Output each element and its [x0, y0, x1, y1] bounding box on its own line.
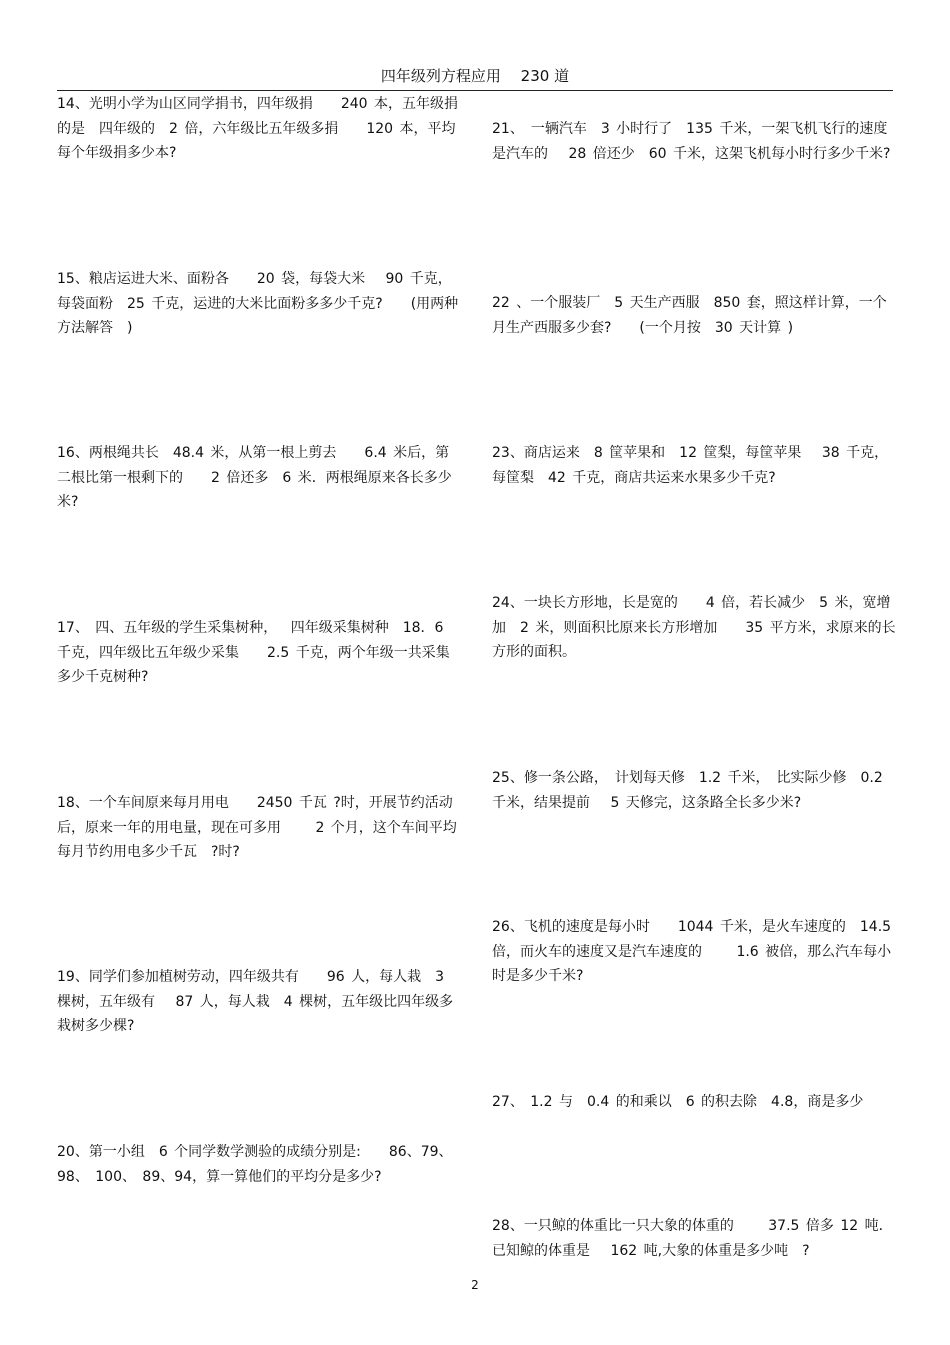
page-header-title: 四年级列方程应用 230 道 [57, 62, 893, 91]
problem-25: 25、修一条公路， 计划每天修 1.2 千米， 比实际少修 0.2 千米，结果提前 5 天修完，这条路全长多少米? [492, 770, 883, 811]
problem-16: 16、两根绳共长 48.4 米，从第一根上剪去 6.4 米后，第二根比第一根剩下的 2 倍还多 6 米．两根绳原来各长多少米? [57, 445, 452, 510]
problem-18: 18、一个车间原来每月用电 2450 千瓦 ?时，开展节约活动后，原来一年的用电量，现在可多用 2 个月，这个车间平均每月节约用电多少千瓦 ?时? [57, 795, 457, 860]
problem-22: 22 、一个服装厂 5 天生产西服 850 套，照这样计算，一个月生产西服多少套? (一个月按 30 天计算 ) [492, 295, 887, 336]
problem-28: 28、一只鲸的体重比一只大象的体重的 37.5 倍多 12 吨．已知鲸的体重是 162 吨,大象的体重是多少吨 ? [492, 1218, 893, 1259]
problem-14: 14、光明小学为山区同学捐书，四年级捐 240 本，五年级捐的是 四年级的 2 倍，六年级比五年级多捐 120 本，平均每个年级捐多少本? [57, 96, 458, 161]
page-number: 2 [471, 1278, 479, 1292]
problem-19: 19、同学们参加植树劳动，四年级共有 96 人，每人栽 3 棵树，五年级有 87 人，每人栽 4 棵树，五年级比四年级多栽树多少棵? [57, 969, 454, 1034]
problem-26: 26、飞机的速度是每小时 1044 千米，是火车速度的 14.5 倍，而火车的速度又是汽车速度的 1.6 被倍，那么汽车每小时是多少千米? [492, 919, 892, 984]
problem-15: 15、粮店运进大米、面粉各 20 袋，每袋大米 90 千克，每袋面粉 25 千克，运进的大米比面粉多多少千克? (用两种方法解答 ) [57, 271, 459, 336]
problem-17: 17、 四、五年级的学生采集树种， 四年级采集树种 18．6 千克，四年级比五年级少采集 2.5 千克，两个年级一共采集多少千克树种? [57, 620, 450, 685]
problem-21: 21、 一辆汽车 3 小时行了 135 千米，一架飞机飞行的速度是汽车的 28 倍还少 60 千米，这架飞机每小时行多少千米? [492, 121, 891, 162]
problem-23: 23、商店运来 8 筐苹果和 12 筐梨，每筐苹果 38 千克，每筐梨 42 千克，商店共运来水果多少千克? [492, 445, 889, 486]
problem-20: 20、第一小组 6 个同学数学测验的成绩分别是: 86、79、98、 100、 89、94，算一算他们的平均分是多少? [57, 1144, 453, 1185]
problem-27: 27、 1.2 与 0.4 的和乘以 6 的积去除 4.8，商是多少 [492, 1094, 864, 1110]
problem-24: 24、一块长方形地，长是宽的 4 倍，若长减少 5 米，宽增加 2 米，则面积比原来长方形增加 35 平方米，求原来的长方形的面积。 [492, 595, 896, 660]
